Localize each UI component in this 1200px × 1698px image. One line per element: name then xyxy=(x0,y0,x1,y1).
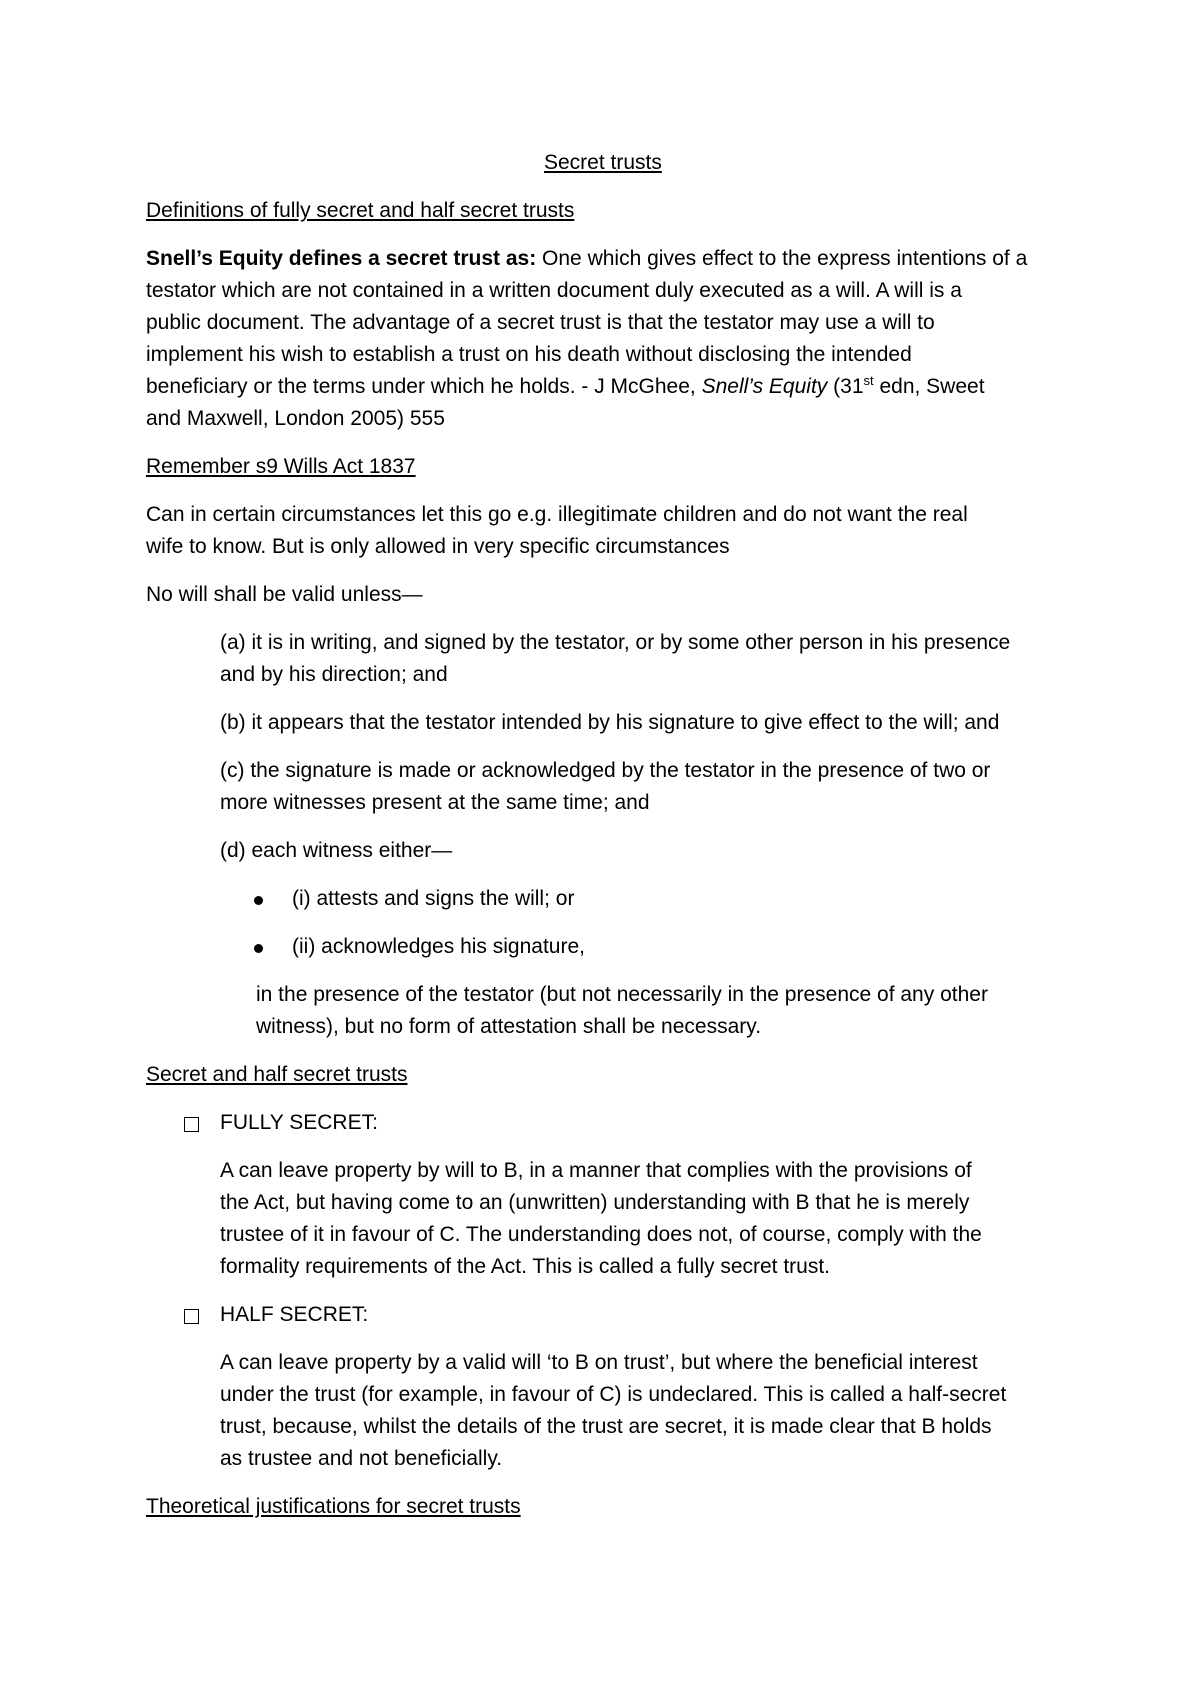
snell-line-6: and Maxwell, London 2005) 555 xyxy=(146,407,445,430)
snell-line-4: implement his wish to establish a trust on his death without disclosing the intended xyxy=(146,343,912,366)
snell-line-5 xyxy=(146,371,985,403)
snell-line-1 xyxy=(146,243,1027,275)
clause-c-line-2: more witnesses present at the same time; and xyxy=(220,791,650,814)
half-secret-line-3: trust, because, whilst the details of the trust are secret, it is made clear that B holds xyxy=(220,1415,992,1438)
checkbox-icon xyxy=(184,1309,199,1324)
secret-heading: Secret and half secret trusts xyxy=(146,1063,408,1086)
half-secret-line-2: under the trust (for example, in favour of C) is undeclared. This is called a half-secret xyxy=(220,1383,1007,1406)
checkbox-icon xyxy=(184,1117,199,1132)
can-line-2: wife to know. But is only allowed in very specific circumstances xyxy=(146,535,730,558)
presence-line-2: witness), but no form of attestation shall be necessary. xyxy=(256,1015,762,1038)
snell-label: Snell’s Equity defines a secret trust as: xyxy=(146,247,537,270)
fully-secret-line-3: trustee of it in favour of C. The understanding does not, of course, comply with the xyxy=(220,1223,982,1246)
no-will-text: No will shall be valid unless— xyxy=(146,583,423,606)
clause-d: (d) each witness either— xyxy=(220,839,453,862)
bullet-item-2: (ii) acknowledges his signature, xyxy=(292,935,585,958)
fully-secret-line-1: A can leave property by will to B, in a manner that complies with the provisions of xyxy=(220,1159,972,1182)
fully-secret-label: FULLY SECRET: xyxy=(220,1111,378,1134)
remember-heading: Remember s9 Wills Act 1837 xyxy=(146,455,416,478)
half-secret-line-1: A can leave property by a valid will ‘to B on trust’, but where the beneficial interest xyxy=(220,1351,978,1374)
snell-citation-publisher: edn, Sweet xyxy=(879,375,985,398)
clause-b: (b) it appears that the testator intended by his signature to give effect to the will; and xyxy=(220,711,1000,734)
bullet-dot-icon xyxy=(254,944,263,953)
fully-secret-line-2: the Act, but having come to an (unwritten) understanding with B that he is merely xyxy=(220,1191,970,1214)
snell-text-1: One which gives effect to the express intentions of a xyxy=(542,247,1028,270)
theoretical-heading: Theoretical justifications for secret trusts xyxy=(146,1495,521,1518)
snell-line-3: public document. The advantage of a secret trust is that the testator may use a will to xyxy=(146,311,935,334)
presence-line-1: in the presence of the testator (but not necessarily in the presence of any other xyxy=(256,983,988,1006)
snell-citation-title: Snell’s Equity xyxy=(701,375,828,398)
clause-a-line-1: (a) it is in writing, and signed by the testator, or by some other person in his presence xyxy=(220,631,1011,654)
snell-citation-ordinal: st xyxy=(863,373,874,388)
clause-a-line-2: and by his direction; and xyxy=(220,663,448,686)
snell-citation-author: beneficiary or the terms under which he holds. - J McGhee, xyxy=(146,375,696,398)
definitions-heading: Definitions of fully secret and half secret trusts xyxy=(146,199,575,222)
snell-line-2: testator which are not contained in a written document duly executed as a will. A will is a xyxy=(146,279,962,302)
fully-secret-line-4: formality requirements of the Act. This is called a fully secret trust. xyxy=(220,1255,831,1278)
bullet-item-1: (i) attests and signs the will; or xyxy=(292,887,575,910)
half-secret-line-4: as trustee and not beneficially. xyxy=(220,1447,503,1470)
snell-citation-edition: (31 xyxy=(833,375,864,398)
can-line-1: Can in certain circumstances let this go e.g. illegitimate children and do not want the real xyxy=(146,503,968,526)
half-secret-label: HALF SECRET: xyxy=(220,1303,369,1326)
clause-c-line-1: (c) the signature is made or acknowledged by the testator in the presence of two or xyxy=(220,759,991,782)
page-title: Secret trusts xyxy=(544,151,662,174)
bullet-dot-icon xyxy=(254,896,263,905)
